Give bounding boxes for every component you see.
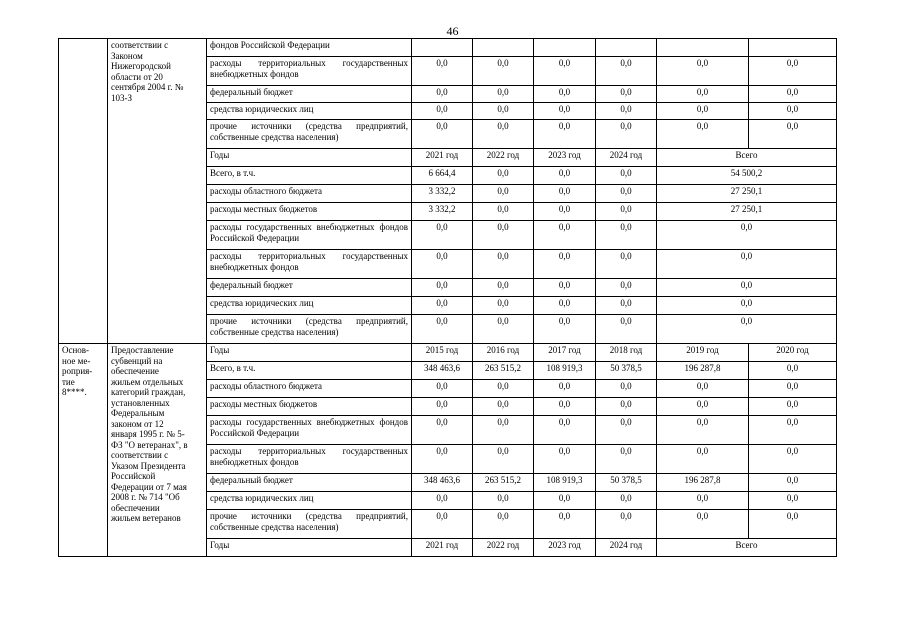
value-cell: 2021 год bbox=[412, 539, 473, 557]
description-line: Предоставление bbox=[111, 345, 174, 355]
value-cell: Всего bbox=[657, 149, 837, 167]
value-cell: 0,0 bbox=[657, 416, 749, 445]
row-label: расходы местных бюджетов bbox=[207, 398, 412, 416]
description-line: Нижегородской bbox=[111, 61, 171, 72]
description-line: установленных bbox=[111, 397, 170, 408]
description-line: жильем ветеранов bbox=[111, 513, 181, 524]
row-label: федеральный бюджет bbox=[207, 279, 412, 297]
measure-line: Основ- bbox=[62, 345, 90, 355]
value-cell: 0,0 bbox=[534, 103, 596, 120]
value-cell: 0,0 bbox=[473, 86, 534, 103]
value-cell: 0,0 bbox=[473, 185, 534, 203]
measure-cell bbox=[59, 39, 108, 344]
row-label: прочие источники (средства предприятий, собственные средства населения) bbox=[207, 120, 412, 149]
value-cell: 0,0 bbox=[534, 120, 596, 149]
value-cell: 0,0 bbox=[657, 445, 749, 474]
value-cell bbox=[657, 39, 749, 57]
value-cell: 0,0 bbox=[473, 510, 534, 539]
value-cell: 0,0 bbox=[657, 86, 749, 103]
value-cell: 0,0 bbox=[534, 492, 596, 510]
measure-description bbox=[108, 344, 207, 557]
value-cell: 0,0 bbox=[412, 297, 473, 315]
value-cell: 3 332,2 bbox=[412, 203, 473, 221]
value-cell: 0,0 bbox=[412, 221, 473, 250]
row-label: расходы местных бюджетов bbox=[207, 203, 412, 221]
row-label: расходы государственных внебюджетных фондов Российской Федерации bbox=[207, 221, 412, 250]
value-cell: 0,0 bbox=[749, 362, 837, 380]
value-cell: 0,0 bbox=[412, 398, 473, 416]
value-cell: 0,0 bbox=[596, 120, 657, 149]
value-cell: 0,0 bbox=[412, 120, 473, 149]
row-label: прочие источники (средства предприятий, собственные средства населения) bbox=[207, 315, 412, 344]
row-label: расходы государственных внебюджетных фондов Российской Федерации bbox=[207, 416, 412, 445]
value-cell: 2024 год bbox=[596, 149, 657, 167]
row-label: федеральный бюджет bbox=[207, 474, 412, 492]
row-label: фондов Российской Федерации bbox=[207, 39, 412, 57]
description-line: Федеральным bbox=[111, 408, 165, 419]
value-cell: 2022 год bbox=[473, 539, 534, 557]
description-line: обеспечение bbox=[111, 366, 159, 377]
value-cell: 2022 год bbox=[473, 149, 534, 167]
value-cell: 2015 год bbox=[412, 344, 473, 362]
row-label: расходы территориальных государственных внебюджетных фондов bbox=[207, 250, 412, 279]
value-cell: 0,0 bbox=[657, 250, 837, 279]
value-cell: 0,0 bbox=[534, 279, 596, 297]
row-label: средства юридических лиц bbox=[207, 492, 412, 510]
value-cell: 0,0 bbox=[596, 57, 657, 86]
row-label: Всего, в т.ч. bbox=[207, 362, 412, 380]
description-line: Российской bbox=[111, 471, 156, 482]
value-cell: 0,0 bbox=[534, 250, 596, 279]
value-cell: 0,0 bbox=[596, 103, 657, 120]
value-cell: 0,0 bbox=[657, 297, 837, 315]
value-cell: 0,0 bbox=[749, 510, 837, 539]
value-cell: 0,0 bbox=[596, 86, 657, 103]
value-cell: 0,0 bbox=[534, 203, 596, 221]
measure-line: тие bbox=[62, 376, 75, 387]
value-cell: 263 515,2 bbox=[473, 362, 534, 380]
description-line: сентября 2004 г. № bbox=[111, 82, 184, 93]
description-line: жильем отдельных bbox=[111, 376, 184, 387]
value-cell: 0,0 bbox=[749, 398, 837, 416]
value-cell: 0,0 bbox=[473, 297, 534, 315]
value-cell bbox=[534, 39, 596, 57]
value-cell: Всего bbox=[657, 539, 837, 557]
row-label: расходы областного бюджета bbox=[207, 185, 412, 203]
value-cell: 0,0 bbox=[412, 510, 473, 539]
value-cell: 0,0 bbox=[657, 380, 749, 398]
value-cell: 0,0 bbox=[749, 86, 837, 103]
value-cell: 2018 год bbox=[596, 344, 657, 362]
value-cell: 0,0 bbox=[534, 57, 596, 86]
value-cell: 0,0 bbox=[412, 86, 473, 103]
row-label: Годы bbox=[207, 149, 412, 167]
value-cell: 0,0 bbox=[534, 445, 596, 474]
description-line: 103-З bbox=[111, 92, 133, 103]
description-line: января 1995 г. № 5- bbox=[111, 429, 185, 440]
value-cell: 2021 год bbox=[412, 149, 473, 167]
value-cell: 0,0 bbox=[596, 315, 657, 344]
value-cell: 0,0 bbox=[412, 416, 473, 445]
value-cell: 0,0 bbox=[534, 297, 596, 315]
value-cell: 2019 год bbox=[657, 344, 749, 362]
value-cell: 0,0 bbox=[534, 185, 596, 203]
value-cell: 0,0 bbox=[596, 380, 657, 398]
value-cell: 0,0 bbox=[412, 250, 473, 279]
description-line: Законом bbox=[111, 50, 143, 61]
value-cell: 0,0 bbox=[657, 57, 749, 86]
value-cell: 27 250,1 bbox=[657, 185, 837, 203]
measure-line: ное ме- bbox=[62, 355, 91, 366]
value-cell: 0,0 bbox=[412, 103, 473, 120]
value-cell: 54 500,2 bbox=[657, 167, 837, 185]
value-cell: 27 250,1 bbox=[657, 203, 837, 221]
value-cell bbox=[596, 39, 657, 57]
value-cell: 0,0 bbox=[596, 510, 657, 539]
value-cell: 0,0 bbox=[749, 57, 837, 86]
description-line: соответствии с bbox=[111, 40, 169, 50]
value-cell: 0,0 bbox=[749, 474, 837, 492]
row-label: Годы bbox=[207, 539, 412, 557]
value-cell: 0,0 bbox=[473, 57, 534, 86]
row-label: федеральный бюджет bbox=[207, 86, 412, 103]
value-cell: 348 463,6 bbox=[412, 474, 473, 492]
value-cell: 6 664,4 bbox=[412, 167, 473, 185]
value-cell: 108 919,3 bbox=[534, 362, 596, 380]
value-cell: 0,0 bbox=[596, 297, 657, 315]
value-cell: 0,0 bbox=[596, 445, 657, 474]
value-cell: 0,0 bbox=[473, 250, 534, 279]
value-cell: 0,0 bbox=[657, 315, 837, 344]
row-label: средства юридических лиц bbox=[207, 103, 412, 120]
row-label: средства юридических лиц bbox=[207, 297, 412, 315]
value-cell: 0,0 bbox=[534, 398, 596, 416]
value-cell: 0,0 bbox=[412, 279, 473, 297]
value-cell: 0,0 bbox=[657, 120, 749, 149]
value-cell: 0,0 bbox=[412, 492, 473, 510]
measure-line: роприя- bbox=[62, 366, 93, 377]
value-cell: 0,0 bbox=[749, 103, 837, 120]
value-cell: 0,0 bbox=[749, 120, 837, 149]
value-cell: 0,0 bbox=[534, 510, 596, 539]
measure-number bbox=[59, 344, 108, 557]
value-cell: 0,0 bbox=[596, 221, 657, 250]
description-line: 2008 г. № 714 "Об bbox=[111, 492, 180, 503]
row-label: Всего, в т.ч. bbox=[207, 167, 412, 185]
value-cell: 108 919,3 bbox=[534, 474, 596, 492]
value-cell: 0,0 bbox=[534, 315, 596, 344]
value-cell bbox=[473, 39, 534, 57]
value-cell: 0,0 bbox=[412, 315, 473, 344]
description-line: законом от 12 bbox=[111, 418, 164, 429]
description-line: категорий граждан, bbox=[111, 387, 186, 398]
value-cell: 0,0 bbox=[534, 221, 596, 250]
value-cell: 0,0 bbox=[473, 416, 534, 445]
value-cell: 50 378,5 bbox=[596, 474, 657, 492]
value-cell: 0,0 bbox=[473, 120, 534, 149]
row-label: расходы областного бюджета bbox=[207, 380, 412, 398]
value-cell: 0,0 bbox=[473, 445, 534, 474]
value-cell: 0,0 bbox=[657, 398, 749, 416]
value-cell: 0,0 bbox=[596, 492, 657, 510]
description-line: субвенций на bbox=[111, 355, 163, 366]
row-label: расходы территориальных государственных внебюджетных фондов bbox=[207, 445, 412, 474]
value-cell: 0,0 bbox=[534, 167, 596, 185]
value-cell: 0,0 bbox=[749, 492, 837, 510]
value-cell: 348 463,6 bbox=[412, 362, 473, 380]
description-line: ФЗ "О ветеранах", в bbox=[111, 439, 188, 450]
value-cell: 0,0 bbox=[473, 203, 534, 221]
financing-table bbox=[58, 38, 837, 557]
value-cell: 0,0 bbox=[473, 167, 534, 185]
description-line: области от 20 bbox=[111, 71, 163, 82]
value-cell: 0,0 bbox=[749, 445, 837, 474]
value-cell: 0,0 bbox=[596, 167, 657, 185]
value-cell: 2023 год bbox=[534, 539, 596, 557]
value-cell: 0,0 bbox=[534, 416, 596, 445]
value-cell: 0,0 bbox=[657, 492, 749, 510]
value-cell: 0,0 bbox=[596, 416, 657, 445]
value-cell: 0,0 bbox=[657, 103, 749, 120]
value-cell: 0,0 bbox=[596, 398, 657, 416]
value-cell: 0,0 bbox=[473, 279, 534, 297]
value-cell: 0,0 bbox=[473, 315, 534, 344]
value-cell: 0,0 bbox=[657, 279, 837, 297]
value-cell: 3 332,2 bbox=[412, 185, 473, 203]
value-cell: 0,0 bbox=[596, 203, 657, 221]
table-row bbox=[59, 39, 837, 57]
value-cell: 0,0 bbox=[596, 185, 657, 203]
row-label: прочие источники (средства предприятий, собственные средства населения) bbox=[207, 510, 412, 539]
table-row bbox=[59, 344, 837, 362]
value-cell: 0,0 bbox=[473, 492, 534, 510]
description-line: Указом Президента bbox=[111, 460, 186, 471]
value-cell: 0,0 bbox=[412, 445, 473, 474]
value-cell: 0,0 bbox=[473, 398, 534, 416]
value-cell: 0,0 bbox=[749, 380, 837, 398]
value-cell: 0,0 bbox=[473, 380, 534, 398]
value-cell: 0,0 bbox=[657, 221, 837, 250]
measure-line: 8****. bbox=[62, 387, 87, 398]
value-cell: 0,0 bbox=[534, 380, 596, 398]
value-cell: 2017 год bbox=[534, 344, 596, 362]
value-cell: 196 287,8 bbox=[657, 362, 749, 380]
value-cell: 0,0 bbox=[749, 416, 837, 445]
row-label: расходы территориальных государственных внебюджетных фондов bbox=[207, 57, 412, 86]
value-cell: 263 515,2 bbox=[473, 474, 534, 492]
value-cell: 2023 год bbox=[534, 149, 596, 167]
value-cell: 2016 год bbox=[473, 344, 534, 362]
value-cell: 0,0 bbox=[473, 221, 534, 250]
description-line: соответствии с bbox=[111, 450, 169, 461]
value-cell bbox=[749, 39, 837, 57]
page-number: 46 bbox=[446, 24, 459, 38]
value-cell: 50 378,5 bbox=[596, 362, 657, 380]
value-cell: 0,0 bbox=[596, 279, 657, 297]
value-cell: 0,0 bbox=[596, 250, 657, 279]
description-line: Федерации от 7 мая bbox=[111, 481, 187, 492]
value-cell: 0,0 bbox=[534, 86, 596, 103]
value-cell bbox=[412, 39, 473, 57]
value-cell: 2024 год bbox=[596, 539, 657, 557]
description-line: обеспечении bbox=[111, 502, 160, 513]
value-cell: 0,0 bbox=[412, 57, 473, 86]
value-cell: 0,0 bbox=[657, 510, 749, 539]
value-cell: 0,0 bbox=[473, 103, 534, 120]
value-cell: 2020 год bbox=[749, 344, 837, 362]
value-cell: 0,0 bbox=[412, 380, 473, 398]
value-cell: 196 287,8 bbox=[657, 474, 749, 492]
measure-description bbox=[108, 39, 207, 344]
row-label: Годы bbox=[207, 344, 412, 362]
